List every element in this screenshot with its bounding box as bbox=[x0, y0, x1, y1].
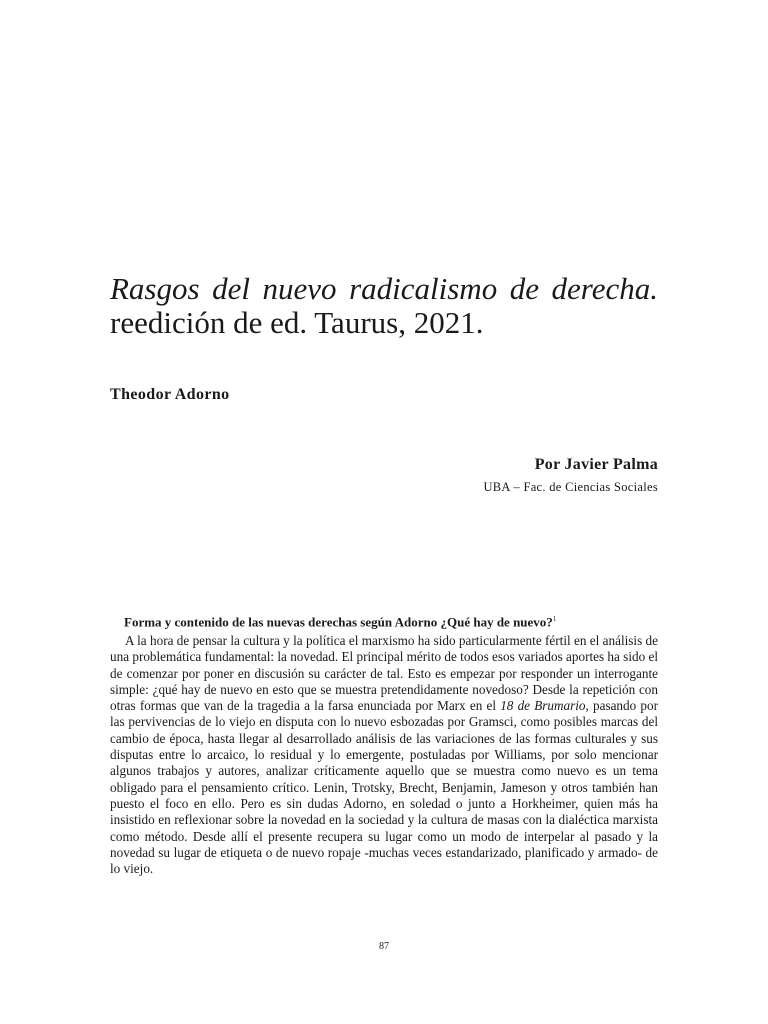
article-title bbox=[110, 272, 658, 340]
section-heading-text: Forma y contenido de las nuevas derechas según Adorno ¿Qué hay de nuevo? bbox=[124, 614, 553, 630]
book-author: Theodor Adorno bbox=[110, 386, 230, 403]
book-edition-info: reedición de ed. Taurus, 2021. bbox=[110, 305, 484, 340]
footnote-marker: 1 bbox=[552, 615, 557, 623]
page-number: 87 bbox=[379, 941, 389, 952]
paragraph-text-end: , pasando por las pervivencias de lo viejo en disputa con lo nuevo esbozadas por Gramsci, como posibles marcas del cambio de época, hasta llegar al desarrollado análisis de las variaciones de las formas culturales y sus disputas entre lo arcaico, lo residual y lo emergente, postuladas por Williams, por solo mencionar algunos trabajos y autores, analizar críticamente aquello que se muestra como nuevo es un tema obligado para el pensamiento crítico. Lenin, Trotsky, Brecht, Benjamin, Jameson y otros también han puesto el foco en ello. Pero es sin dudas Adorno, en soledad o junto a Horkheimer, quien más ha insistido en reflexionar sobre la novedad en la sociedad y la cultura de masas con la dialéctica marxista como método. Desde allí el presente recupera su lugar como un modo de interpelar al pasado y la novedad su lugar de etiqueta o de nuevo ropaje -muchas veces estandarizado, planificado y armado- de lo viejo. bbox=[110, 698, 658, 877]
reviewer-block bbox=[483, 455, 658, 496]
reviewer-name: Por Javier Palma bbox=[534, 456, 658, 473]
section-heading bbox=[124, 610, 658, 631]
book-title-italic: Rasgos del nuevo radicalismo de derecha. bbox=[110, 271, 658, 306]
italic-work-title: 18 de Brumario bbox=[500, 698, 586, 714]
paragraph-text-start: A la hora de pensar la cultura y la política el marxismo ha sido particularmente fértil en el análisis de una problemática fundamental: la novedad. El principal mérito de todos esos variados aportes ha sido el de comenzar por poner en discusión su carácter de tal. Esto es empezar por responder un interrogante simple: ¿qué hay de nuevo en esto que se muestra pretendidamente novedoso? Desde la repetición con otras formas que van de la tragedia a la farsa enunciada por Marx en el bbox=[110, 633, 658, 714]
paragraph bbox=[110, 633, 658, 877]
reviewer-affiliation: UBA – Fac. de Ciencias Sociales bbox=[483, 480, 658, 494]
body-text bbox=[110, 633, 658, 877]
